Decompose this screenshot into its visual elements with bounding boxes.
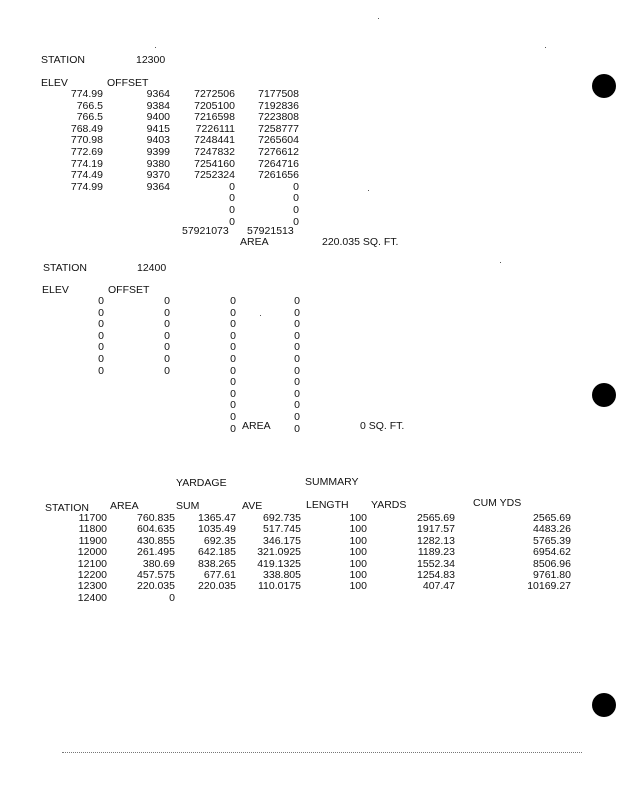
summary-area-cell: 430.855 (137, 534, 175, 547)
product2-cell: 0 (293, 204, 299, 216)
offset-header: OFFSET (107, 77, 149, 89)
summary-cum-yds-cell: 5765.39 (533, 534, 571, 547)
elev-cell: 0 (98, 318, 104, 331)
station-value: 12400 (137, 262, 167, 274)
product2-cell: 0 (294, 422, 300, 435)
product1-cell: 0 (230, 376, 236, 389)
header-length: LENGTH (306, 499, 349, 511)
elev-cell: 774.99 (70, 180, 103, 193)
product1-cell: 7226111 (195, 122, 235, 135)
summary-ave-cell: 692.735 (263, 512, 301, 524)
product1-cell: 0 (230, 422, 236, 435)
summary-sum-cell: 692.35 (203, 534, 236, 547)
summary-station-cell: 12100 (77, 557, 107, 570)
product1-cell: 7247832 (194, 146, 235, 158)
product2-cell: 0 (293, 192, 299, 205)
offset-cell: 9364 (146, 180, 170, 193)
summary-length-cell: 100 (349, 523, 367, 536)
product1-cell: 7252324 (194, 169, 235, 182)
product2-cell: 0 (294, 318, 300, 331)
header-sum: SUM (176, 500, 200, 512)
summary-yards-cell: 1282.13 (417, 534, 455, 547)
summary-cum-yds-cell: 6954.62 (533, 546, 571, 559)
product1-cell: 0 (229, 180, 235, 193)
elev-cell: 0 (98, 295, 104, 307)
summary-yards-cell: 1254.83 (417, 569, 455, 581)
elev-cell: 768.49 (70, 122, 103, 135)
elev-cell: 0 (98, 329, 104, 342)
offset-cell: 0 (164, 318, 170, 331)
offset-cell: 0 (164, 306, 170, 319)
product2-cell: 0 (293, 180, 299, 193)
summary-station-cell: 11900 (78, 534, 107, 547)
scan-noise-line (62, 752, 582, 757)
elev-cell: 766.5 (76, 111, 103, 124)
scan-speck (260, 315, 261, 316)
summary-ave-cell: 346.175 (263, 534, 301, 547)
summary-ave-cell: 321.0925 (257, 546, 301, 559)
product2-cell: 0 (294, 364, 300, 377)
product2-cell: 0 (294, 295, 300, 307)
product1-cell: 7248441 (194, 134, 235, 147)
area-value: 220.035 SQ. FT. (322, 236, 399, 248)
offset-cell: 0 (164, 364, 170, 377)
scan-speck (155, 47, 156, 48)
summary-cum-yds-cell: 2565.69 (533, 512, 571, 524)
scan-speck (545, 47, 546, 48)
offset-cell: 9403 (146, 134, 170, 147)
offset-cell: 0 (164, 353, 170, 365)
summary-sum-cell: 1035.49 (198, 523, 236, 536)
product2-cell: 0 (294, 306, 300, 319)
product2-cell: 0 (294, 341, 300, 354)
elev-cell: 0 (98, 341, 104, 354)
product1-cell: 0 (230, 306, 236, 319)
scan-speck (378, 18, 379, 19)
elev-cell: 0 (98, 353, 104, 365)
summary-yards-cell: 2565.69 (417, 512, 455, 524)
product2-cell: 7223808 (258, 111, 299, 124)
elev-cell: 0 (98, 306, 104, 319)
product2-cell: 0 (293, 215, 299, 228)
binder-hole-middle (592, 383, 616, 407)
area-label: AREA (242, 420, 271, 432)
summary-yards-cell: 1552.34 (417, 557, 455, 570)
summary-length-cell: 100 (349, 580, 367, 593)
sum-col2: 57921513 (247, 225, 294, 237)
offset-cell: 9364 (146, 88, 170, 100)
summary-station-cell: 12000 (77, 546, 107, 559)
product2-cell: 0 (294, 399, 300, 412)
header-area: AREA (110, 500, 139, 512)
summary-cum-yds-cell: 10169.27 (527, 580, 571, 593)
summary-cum-yds-cell: 9761.80 (533, 569, 571, 581)
summary-length-cell: 100 (349, 534, 367, 547)
summary-sum-cell: 220.035 (198, 580, 236, 593)
scan-speck (368, 190, 369, 191)
elev-cell: 774.99 (70, 88, 103, 100)
area-label: AREA (240, 236, 269, 248)
summary-area-cell: 604.635 (137, 523, 175, 536)
product1-cell: 0 (230, 387, 236, 400)
product2-cell: 0 (294, 411, 300, 423)
product1-cell: 0 (229, 192, 235, 205)
summary-ave-cell: 338.805 (263, 569, 301, 581)
summary-area-cell: 261.495 (137, 546, 175, 559)
summary-yards-cell: 1917.57 (417, 523, 455, 536)
product2-cell: 7265604 (258, 134, 299, 147)
binder-hole-bottom (592, 693, 616, 717)
product2-cell: 0 (294, 376, 300, 389)
product1-cell: 0 (230, 411, 236, 423)
product1-cell: 0 (230, 295, 236, 307)
summary-area-cell: 760.835 (137, 512, 175, 524)
summary-yards-cell: 1189.23 (417, 546, 455, 559)
product1-cell: 0 (229, 204, 235, 216)
summary-area-cell: 0 (169, 591, 175, 604)
offset-cell: 9370 (146, 169, 170, 182)
product2-cell: 0 (294, 329, 300, 342)
product1-cell: 7254160 (194, 157, 235, 170)
product2-cell: 7264716 (258, 157, 299, 170)
summary-sum-cell: 642.185 (198, 546, 236, 559)
summary-title-right: SUMMARY (305, 476, 359, 488)
summary-yards-cell: 407.47 (422, 580, 455, 593)
offset-cell: 0 (164, 295, 170, 307)
product1-cell: 0 (230, 353, 236, 365)
elev-cell: 0 (98, 364, 104, 377)
summary-area-cell: 220.035 (137, 580, 175, 593)
summary-cum-yds-cell: 8506.96 (533, 557, 571, 570)
summary-ave-cell: 110.0175 (257, 580, 301, 593)
summary-sum-cell: 677.61 (203, 569, 236, 581)
product1-cell: 0 (230, 318, 236, 331)
product2-cell: 0 (294, 353, 300, 365)
scan-speck (500, 262, 501, 263)
summary-cum-yds-cell: 4483.26 (533, 523, 571, 536)
offset-header: OFFSET (108, 284, 150, 296)
elev-header: ELEV (41, 77, 68, 89)
offset-cell: 9380 (146, 157, 170, 170)
product1-cell: 0 (230, 341, 236, 354)
offset-cell: 9400 (146, 111, 170, 124)
offset-cell: 0 (164, 329, 170, 342)
product1-cell: 7205100 (194, 99, 235, 112)
product1-cell: 0 (230, 329, 236, 342)
header-station: STATION (45, 502, 89, 514)
offset-cell: 9384 (146, 99, 170, 112)
summary-area-cell: 380.69 (142, 557, 175, 570)
offset-cell: 9399 (146, 146, 170, 158)
product2-cell: 7276612 (258, 146, 299, 158)
elev-cell: 774.19 (70, 157, 103, 170)
summary-length-cell: 100 (349, 546, 367, 559)
summary-station-cell: 12300 (77, 580, 107, 593)
elev-cell: 766.5 (76, 99, 103, 112)
header-cum-yds: CUM YDS (473, 497, 522, 509)
offset-cell: 9415 (146, 122, 170, 135)
product2-cell: 7258777 (258, 122, 299, 135)
summary-title-left: YARDAGE (176, 477, 227, 489)
summary-sum-cell: 1365.47 (198, 512, 236, 524)
product1-cell: 7272506 (194, 88, 235, 100)
sum-col1: 57921073 (182, 225, 229, 237)
elev-cell: 770.98 (70, 134, 103, 147)
header-yards: YARDS (371, 499, 407, 511)
product1-cell: 0 (230, 399, 236, 412)
product2-cell: 7192836 (258, 99, 299, 112)
product2-cell: 7177508 (258, 88, 299, 100)
summary-length-cell: 100 (349, 557, 367, 570)
summary-station-cell: 11800 (78, 523, 107, 536)
station-label: STATION (43, 262, 87, 274)
offset-cell: 0 (164, 341, 170, 354)
binder-hole-top (592, 74, 616, 98)
product1-cell: 0 (229, 215, 235, 228)
product2-cell: 7261656 (258, 169, 299, 182)
product1-cell: 7216598 (194, 111, 235, 124)
summary-station-cell: 12200 (77, 569, 107, 581)
summary-length-cell: 100 (349, 512, 367, 524)
product2-cell: 0 (294, 387, 300, 400)
summary-area-cell: 457.575 (137, 569, 175, 581)
elev-cell: 772.69 (70, 146, 103, 158)
elev-cell: 774.49 (70, 169, 103, 182)
summary-sum-cell: 838.265 (198, 557, 236, 570)
station-label: STATION (41, 54, 85, 66)
summary-ave-cell: 517.745 (263, 523, 301, 536)
product1-cell: 0 (230, 364, 236, 377)
header-ave: AVE (242, 500, 263, 512)
summary-station-cell: 11700 (78, 512, 107, 524)
summary-ave-cell: 419.1325 (257, 557, 301, 570)
summary-length-cell: 100 (349, 569, 367, 581)
elev-header: ELEV (42, 284, 69, 296)
summary-station-cell: 12400 (77, 591, 107, 604)
area-value: 0 SQ. FT. (360, 420, 405, 432)
station-value: 12300 (136, 54, 166, 66)
